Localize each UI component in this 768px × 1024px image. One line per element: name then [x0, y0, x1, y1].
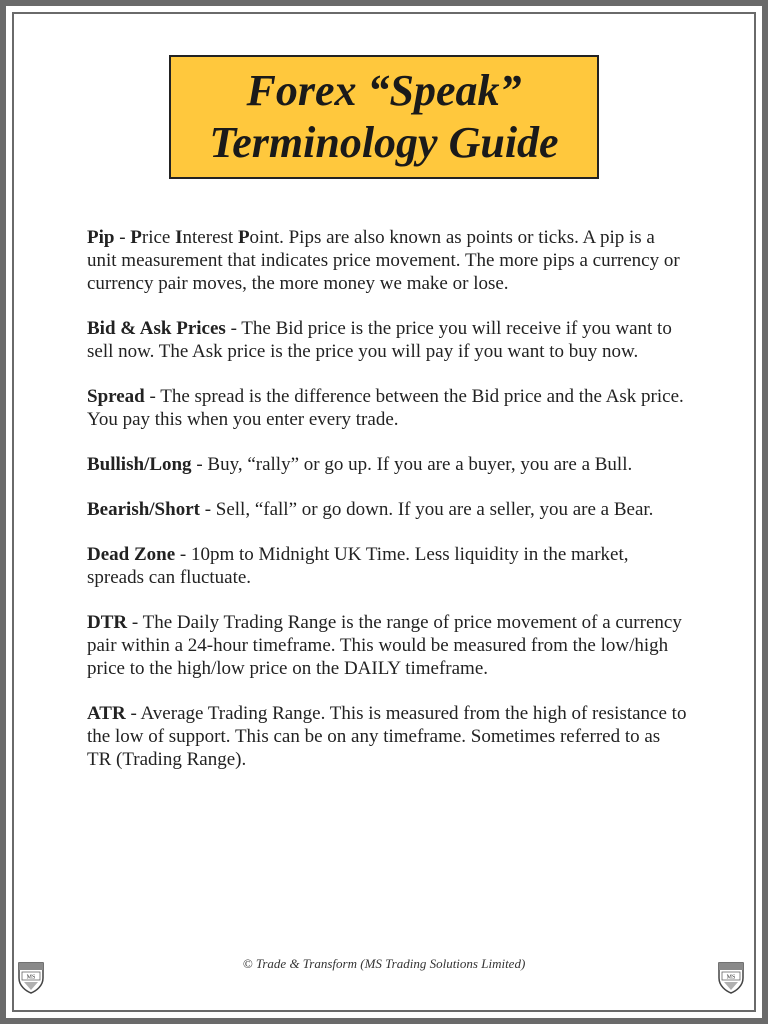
term-name: ATR — [87, 703, 126, 724]
term-pip — [87, 226, 687, 295]
title-line-1: Forex “Speak” — [246, 66, 522, 115]
title-box — [169, 55, 599, 179]
term-bid-ask-prices — [87, 317, 687, 363]
term-atr — [87, 702, 687, 771]
term-definition: - Average Trading Range. This is measured from the high of resistance to the low of support. This can be on any timeframe. Sometimes referred to as TR (Trading Range). — [87, 703, 687, 770]
term-definition: rice — [141, 227, 176, 248]
term-definition: oint. Pips are also known as points or ticks. A pip is a unit measurement that indicates price movement. The more pips a currency or currency pair moves, the more money we make or lose. — [87, 227, 680, 294]
acronym-letter: I — [175, 227, 183, 248]
footer-copyright: © Trade & Transform (MS Trading Solutions Limited) — [242, 956, 526, 971]
term-name: Pip — [87, 227, 115, 248]
term-name: Bullish/Long — [87, 454, 192, 475]
term-bullish-long — [87, 453, 687, 476]
term-definition: - Sell, “fall” or go down. If you are a seller, you are a Bear. — [199, 499, 654, 520]
term-definition: - Buy, “rally” or go up. If you are a buyer, you are a Bull. — [191, 454, 633, 475]
crest-text: MS — [726, 974, 736, 981]
term-spread — [87, 385, 687, 431]
term-definition: - The spread is the difference between the Bid price and the Ask price. You pay this when you enter every trade. — [87, 386, 684, 430]
term-name: Spread — [87, 386, 145, 407]
term-name: Bid & Ask Prices — [87, 318, 226, 339]
term-dead-zone — [87, 543, 687, 589]
term-name: Dead Zone — [87, 544, 176, 565]
crest-logo-icon — [16, 960, 46, 994]
term-definition: - — [114, 227, 131, 248]
term-bearish-short — [87, 498, 687, 521]
acronym-letter: P — [130, 227, 142, 248]
term-definition: nterest — [182, 227, 238, 248]
crest-logo-icon — [716, 960, 746, 994]
term-definition: - The Bid price is the price you will receive if you want to sell now. The Ask price is the price you will pay if you want to buy now. — [87, 318, 672, 362]
term-name: DTR — [87, 612, 128, 633]
term-dtr — [87, 611, 687, 680]
term-definition: - 10pm to Midnight UK Time. Less liquidity in the market, spreads can fluctuate. — [87, 544, 629, 588]
terminology-list — [87, 226, 687, 793]
title-line-2: Terminology Guide — [209, 118, 559, 167]
crest-text: MS — [26, 974, 36, 981]
term-name: Bearish/Short — [87, 499, 200, 520]
term-definition: - The Daily Trading Range is the range of price movement of a currency pair within a 24-hour timeframe. This would be measured from the low/high price to the high/low price on the DAILY timeframe. — [87, 612, 682, 679]
acronym-letter: P — [237, 227, 250, 248]
